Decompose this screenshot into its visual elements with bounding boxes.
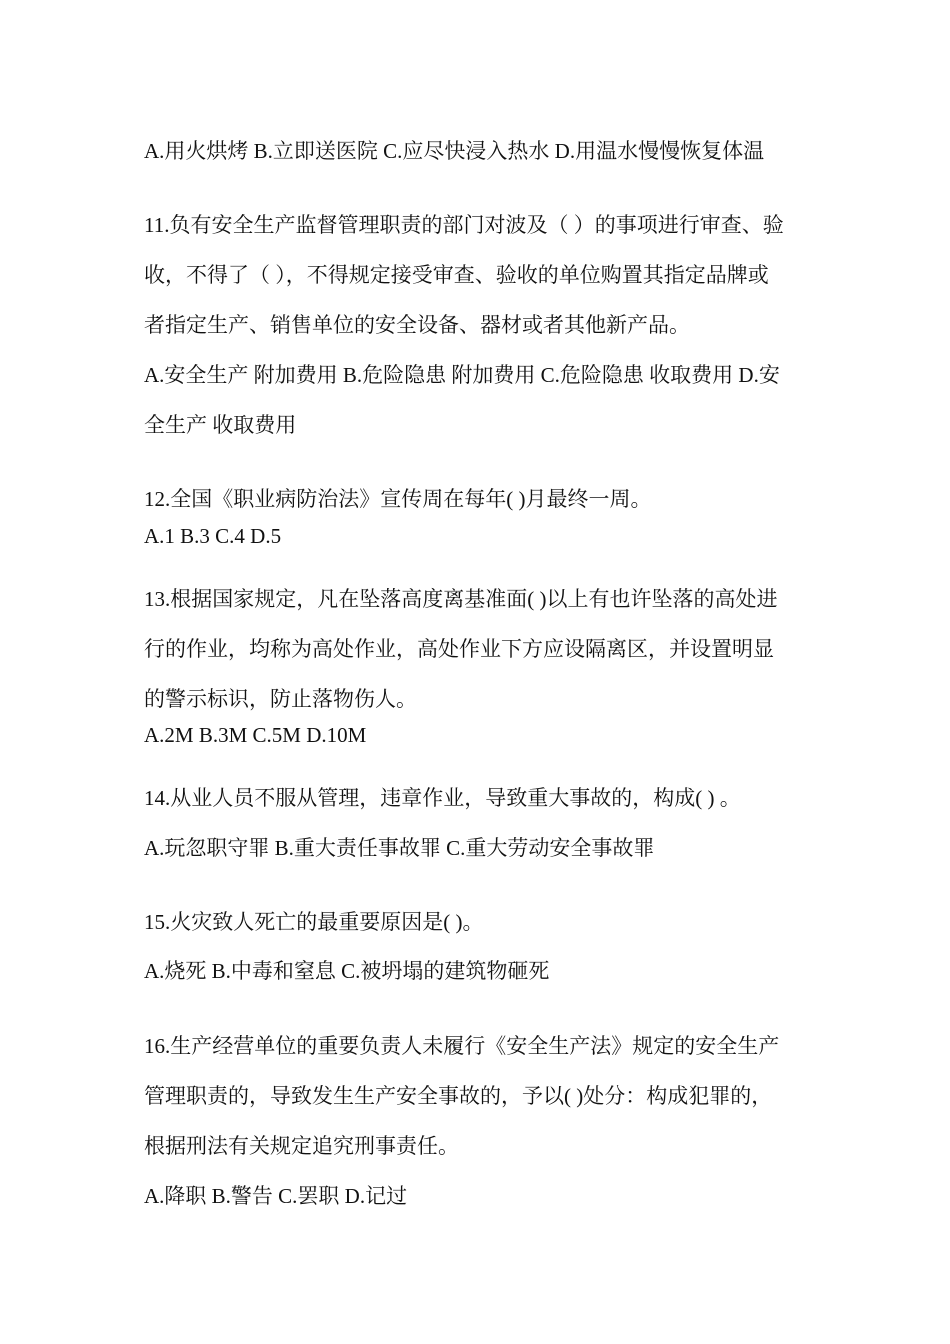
question-12-text: 12.全国《职业病防治法》宣传周在每年( )月最终一周。	[144, 487, 652, 511]
question-15-text: 15.火灾致人死亡的最重要原因是( )。	[144, 910, 484, 934]
question-13-text-line-3: 的警示标识，防止落物伤人。	[144, 687, 417, 711]
question-16-text-line-3: 根据刑法有关规定追究刑事责任。	[144, 1134, 459, 1158]
question-13-text-line-2: 行的作业，均称为高处作业，高处作业下方应设隔离区，并设置明显	[144, 637, 774, 661]
question-13-options: A.2M B.3M C.5M D.10M	[144, 723, 367, 747]
question-16-text-line-1: 16.生产经营单位的重要负责人未履行《安全生产法》规定的安全生产	[144, 1034, 780, 1058]
question-11-options-line-1: A.安全生产 附加费用 B.危险隐患 附加费用 C.危险隐患 收取费用 D.安	[144, 363, 780, 387]
question-16-options: A.降职 B.警告 C.罢职 D.记过	[144, 1184, 408, 1208]
question-11-options-line-2: 全生产 收取费用	[144, 413, 297, 437]
question-15-options: A.烧死 B.中毒和窒息 C.被坍塌的建筑物砸死	[144, 959, 550, 983]
question-13-text-line-1: 13.根据国家规定，凡在坠落高度离基准面( )以上有也许坠落的高处进	[144, 587, 778, 611]
question-11-text-line-3: 者指定生产、销售单位的安全设备、器材或者其他新产品。	[144, 313, 690, 337]
question-11-text-line-2: 收，不得了（ ），不得规定接受审查、验收的单位购置其指定品牌或	[144, 263, 769, 287]
question-16-text-line-2: 管理职责的，导致发生生产安全事故的，予以( )处分：构成犯罪的，	[144, 1084, 773, 1108]
question-11-text-line-1: 11.负有安全生产监督管理职责的部门对波及（ ）的事项进行审查、验	[144, 213, 784, 237]
question-12-options: A.1 B.3 C.4 D.5	[144, 524, 282, 548]
question-10-options: A.用火烘烤 B.立即送医院 C.应尽快浸入热水 D.用温水慢慢恢复体温	[144, 139, 765, 163]
question-14-text: 14.从业人员不服从管理，违章作业，导致重大事故的，构成( ) 。	[144, 786, 741, 810]
question-14-options: A.玩忽职守罪 B.重大责任事故罪 C.重大劳动安全事故罪	[144, 836, 655, 860]
